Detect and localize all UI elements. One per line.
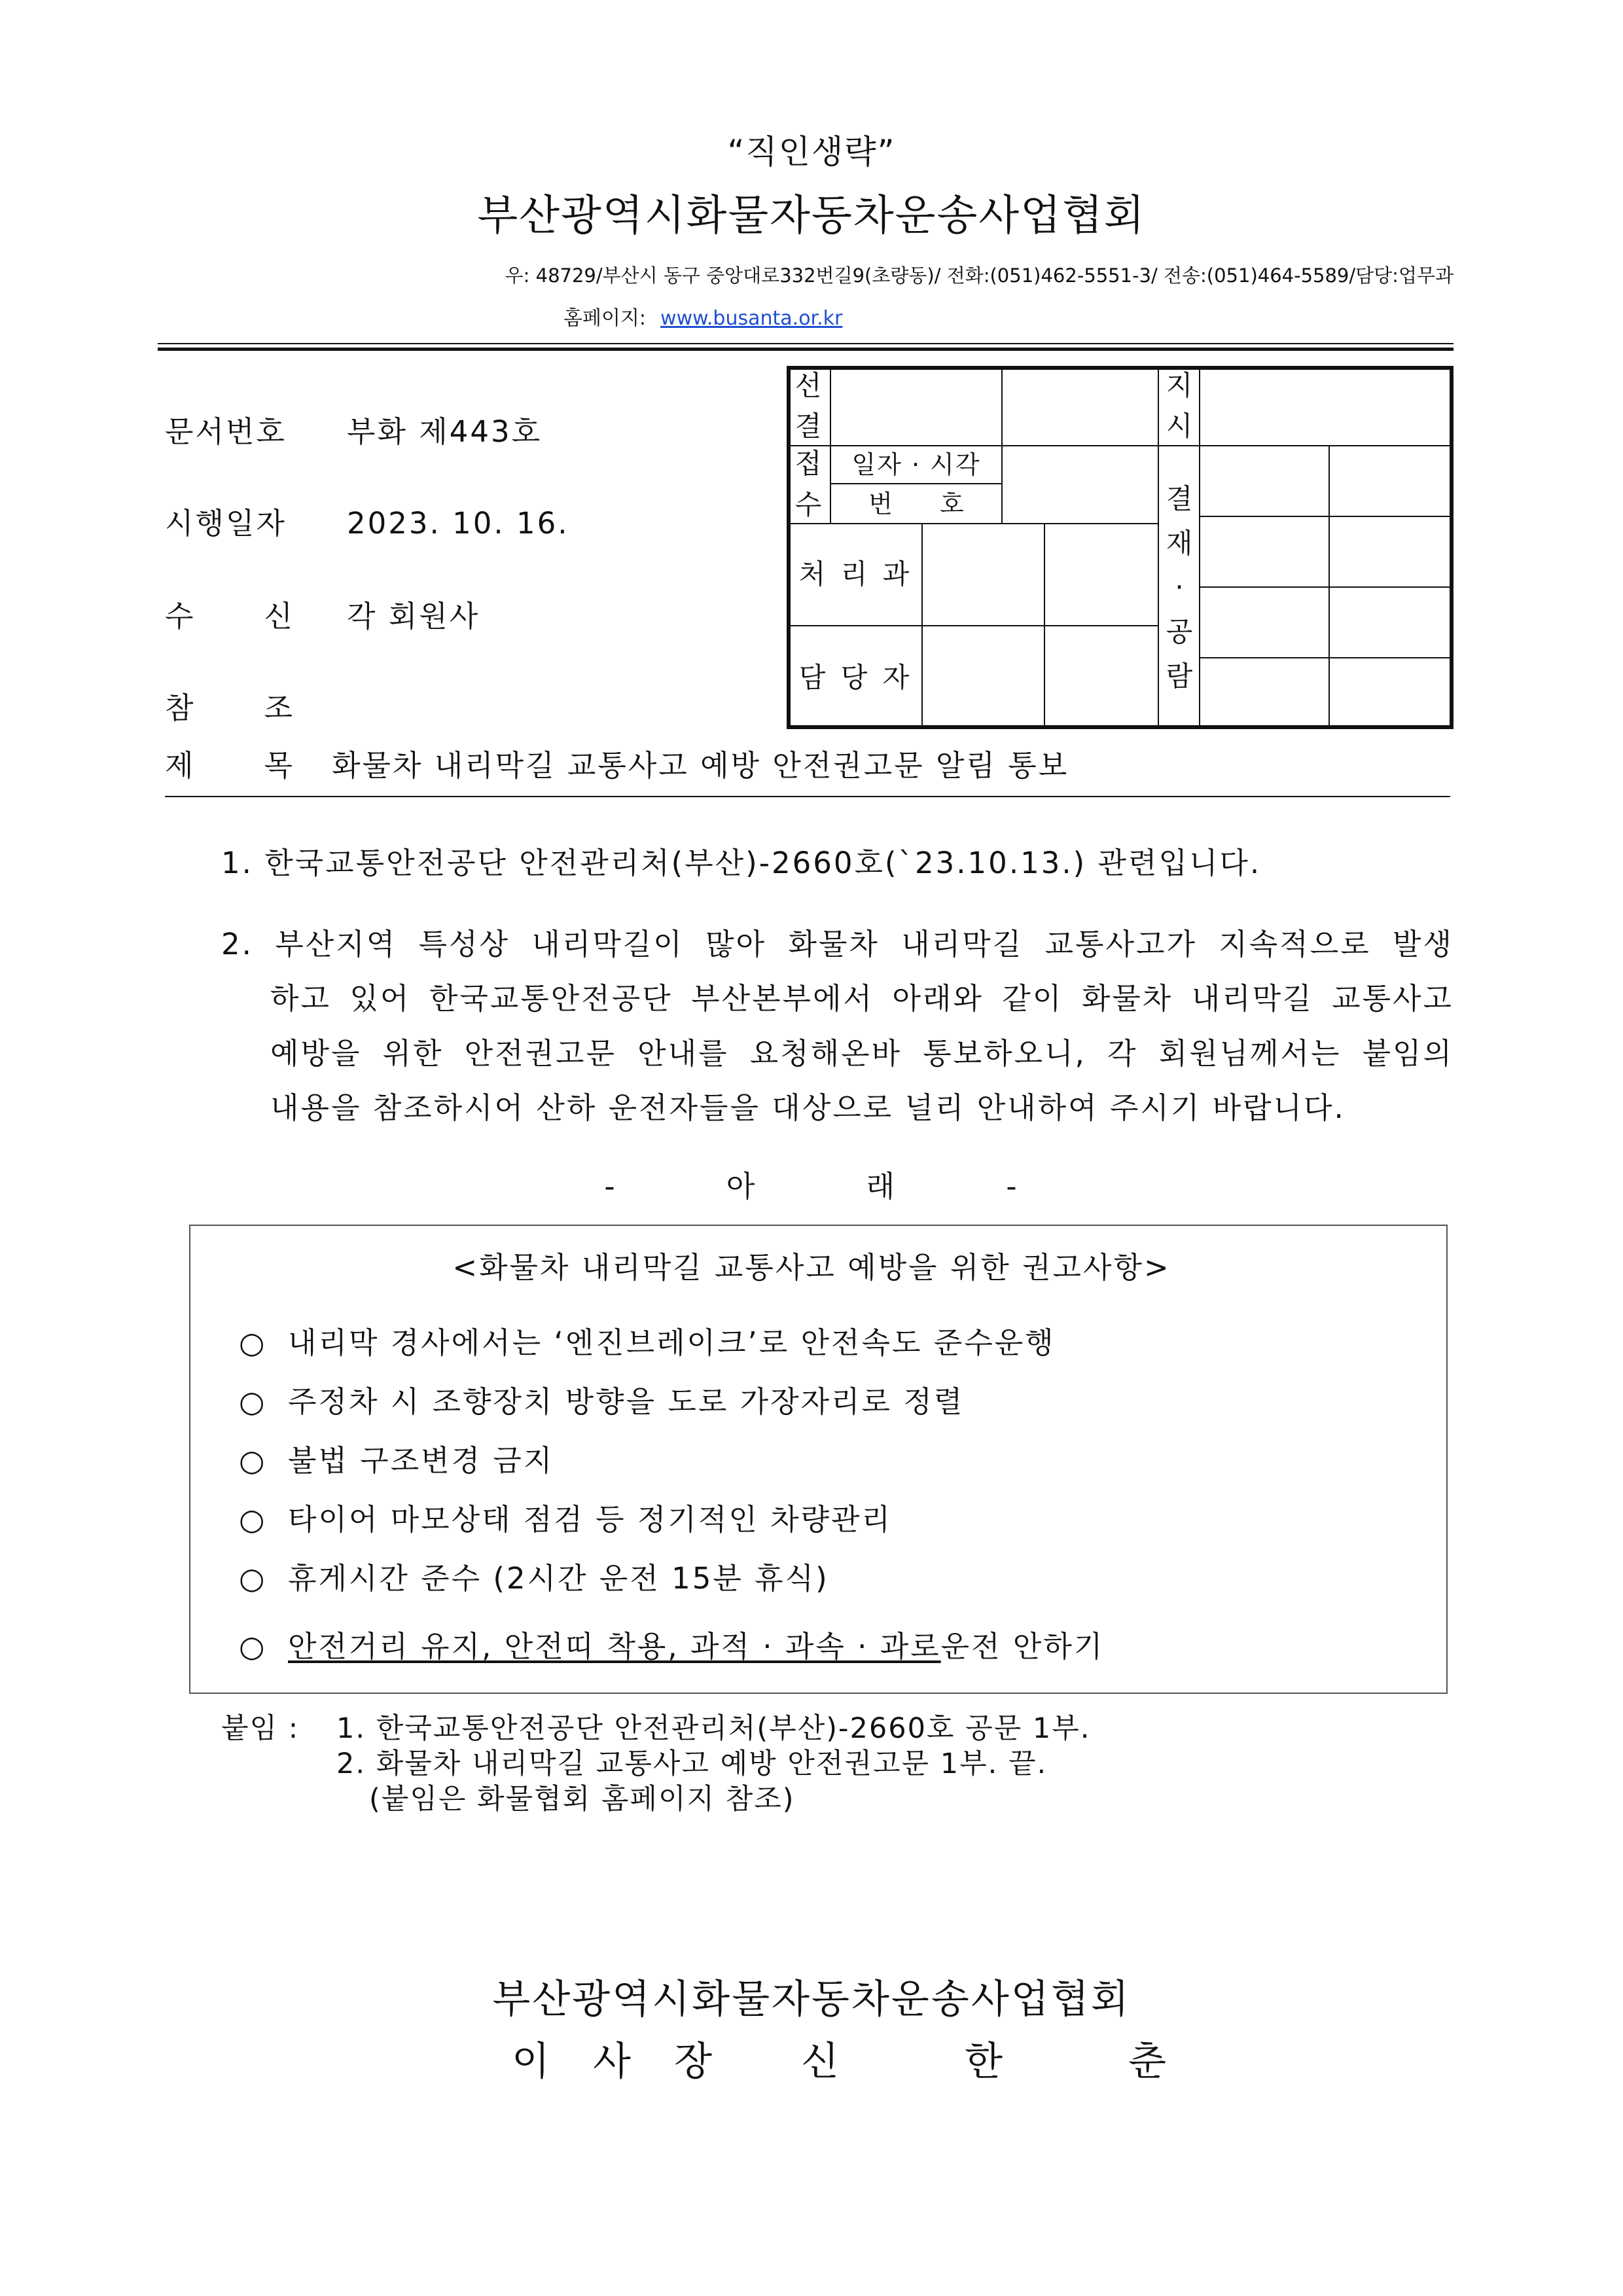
recommendations-heading: <화물차 내리막길 교통사고 예방을 위한 권고사항> <box>452 1250 1171 1285</box>
recommendation-item: 주정차 시 조향장치 방향을 도로 가장자리로 정렬 <box>288 1384 965 1419</box>
approval-box <box>787 366 1454 729</box>
receipt-datetime-label: 일자 · 시각 <box>851 450 981 479</box>
instruction-label-2: 시 <box>1166 410 1193 442</box>
body-item-1: 1. 한국교통안전공단 안전관리처(부산)-2660호(`23.10.13.) 관련입니다. <box>221 846 1262 880</box>
homepage-line <box>563 309 842 329</box>
reference-label: 참 조 <box>165 691 294 725</box>
body-item-2-line-2: 하고 있어 한국교통안전공단 부산본부에서 아래와 같이 화물차 내리막길 교통사고 <box>270 981 1454 1016</box>
pre-approval-label-1: 선 <box>794 369 822 402</box>
attachment-line-1: 1. 한국교통안전공단 안전관리처(부산)-2660호 공문 1부. <box>336 1712 1091 1745</box>
subject-value: 화물차 내리막길 교통사고 예방 안전권고문 알림 통보 <box>332 748 1069 783</box>
organization-title: 부산광역시화물자동차운송사업협회 <box>477 192 1146 240</box>
bullet-icon: ○ <box>239 1561 267 1596</box>
recommendation-item: 타이어 마모상태 점검 등 정기적인 차량관리 <box>288 1502 892 1537</box>
recommendation-item: 불법 구조변경 금지 <box>288 1443 554 1478</box>
processing-dept-label: 처 리 과 <box>798 558 910 590</box>
instruction-label-1: 지 <box>1166 369 1193 402</box>
homepage-link[interactable]: www.busanta.or.kr <box>660 307 843 330</box>
homepage-label: 홈페이지: <box>563 307 647 330</box>
bullet-icon: ○ <box>239 1443 267 1478</box>
attachments-label: 붙임 : <box>221 1712 300 1745</box>
body-item-2-line-1: 2. 부산지역 특성상 내리막길이 많아 화물차 내리막길 교통사고가 지속적으로 발생 <box>221 927 1454 961</box>
review-label-3: · <box>1175 571 1184 603</box>
recommendation-rest-text: 운전 안하기 <box>940 1629 1105 1664</box>
body-item-2-line-3: 예방을 위한 안전권고문 안내를 요청해온바 통보하오니, 각 회원님께서는 붙임의 <box>270 1036 1454 1071</box>
recipient-value: 각 회원사 <box>347 599 480 634</box>
attachment-note: (붙임은 화물협회 홈페이지 참조) <box>369 1783 795 1816</box>
recommendation-underlined-text: 안전거리 유지, 안전띠 착용, 과적 · 과속 · 과로 <box>288 1629 941 1664</box>
body-item-2-line-4: 내용을 참조하시어 산하 운전자들을 대상으로 널리 안내하여 주시기 바랍니다. <box>270 1090 1346 1125</box>
bullet-icon: ○ <box>239 1502 267 1537</box>
header-divider-bottom <box>158 348 1454 351</box>
recommendation-item: 휴게시간 준수 (2시간 운전 15분 휴식) <box>288 1561 829 1596</box>
receipt-label-2: 수 <box>794 488 822 521</box>
chairman-name: 신 한 춘 <box>801 2039 1167 2085</box>
recommendation-item: 내리막 경사에서는 ‘엔진브레이크’로 안전속도 준수운행 <box>288 1325 1056 1360</box>
receipt-number-label: 번 호 <box>868 490 964 518</box>
recipient-label: 수 신 <box>165 599 294 634</box>
notice-heading: - 아 래 - <box>604 1169 1019 1204</box>
address-line: 우: 48729/부산시 동구 중앙대로332번길9(초량동)/ 전화:(051)462-5551-3/ 전송:(051)464-5589/담당:업무과 <box>505 264 1454 287</box>
attachment-line-2: 2. 화물차 내리막길 교통사고 예방 안전권고문 1부. 끝. <box>336 1748 1048 1780</box>
enforcement-date-value: 2023. 10. 16. <box>347 506 569 541</box>
review-label-2: 재 <box>1166 527 1193 560</box>
header-divider-top <box>158 343 1454 344</box>
bullet-icon: ○ <box>239 1629 267 1664</box>
recommendation-item-last <box>288 1629 1105 1664</box>
bullet-icon: ○ <box>239 1384 267 1419</box>
review-label-1: 결 <box>1166 482 1193 515</box>
bullet-icon: ○ <box>239 1325 267 1360</box>
subject-label: 제 목 <box>165 748 294 783</box>
subject-underline <box>165 796 1450 797</box>
doc-number-value: 부화 제443호 <box>347 414 543 449</box>
review-label-4: 공 <box>1166 615 1193 648</box>
doc-number-label: 문서번호 <box>165 414 287 449</box>
chairman-title: 이 사 장 <box>512 2039 713 2085</box>
receipt-label-1: 접 <box>794 447 822 480</box>
review-label-5: 람 <box>1166 660 1193 692</box>
footer-organization-name: 부산광역시화물자동차운송사업협회 <box>492 1977 1131 2022</box>
pre-approval-label-2: 결 <box>794 410 822 442</box>
seal-omitted-note: “직인생략” <box>727 133 896 171</box>
person-in-charge-label: 담 당 자 <box>798 661 910 694</box>
enforcement-date-label: 시행일자 <box>165 506 287 541</box>
